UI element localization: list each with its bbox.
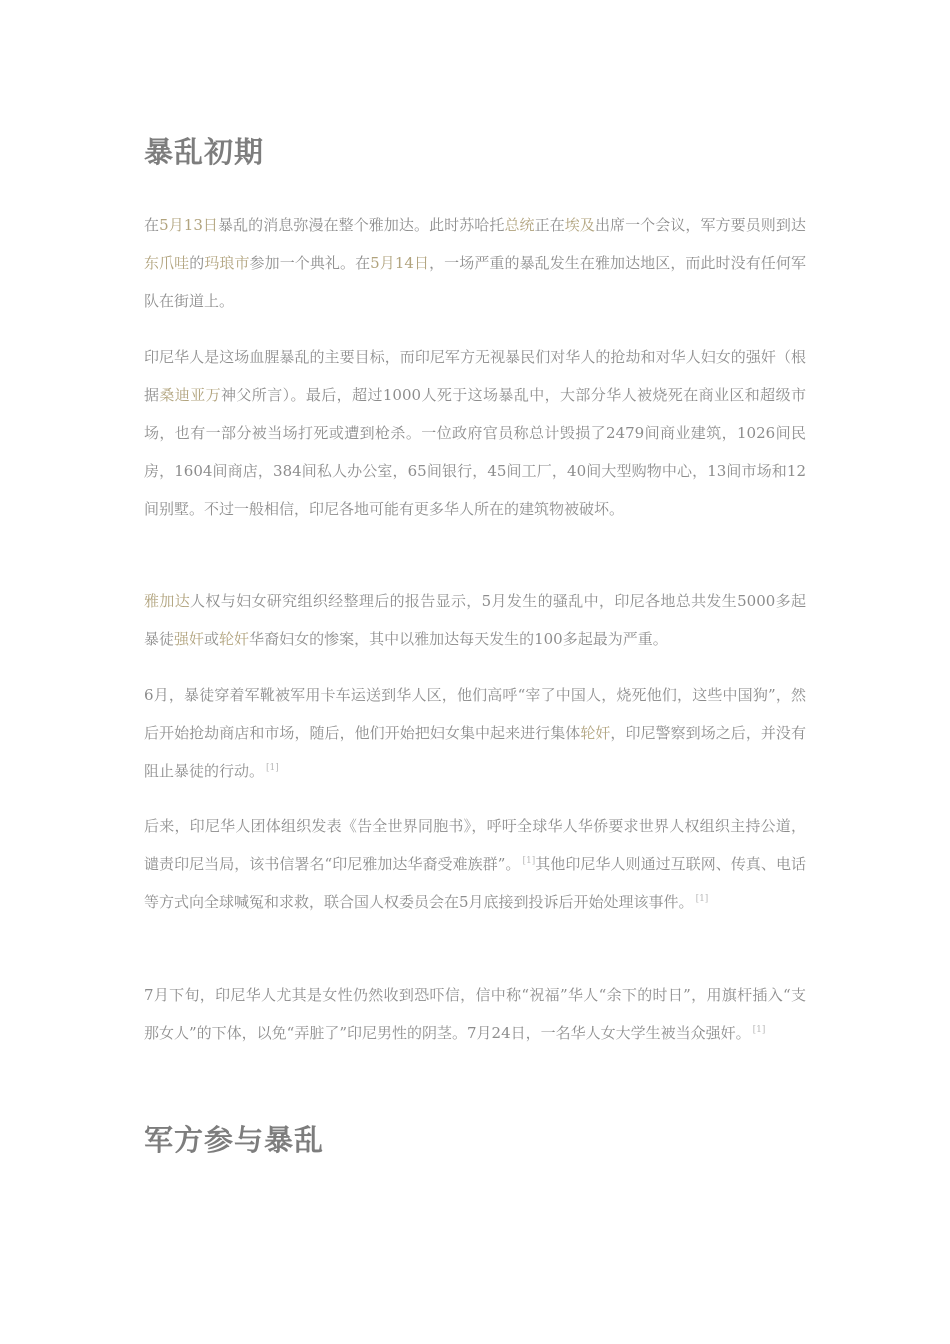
citation-ref-link[interactable]: [1] — [752, 1025, 766, 1035]
text-run: ，一场严重的暴乱发生在雅加达地区，而此时没有任何军队在街道上。 — [144, 254, 806, 310]
text-run: 神父所言）。最后，超过1000人死于这场暴乱中，大部分华人被烧死在商业区和超级市场，也有一部分被当场打死或遭到枪杀。一位政府官员称总计毁损了2479间商业建筑，1026间民房，1604间商店，384间私人办公室，65间银行，45间工厂，40间大型购物中心，13间市场和12间别墅。不过一般相信，印尼各地可能有更多华人所在的建筑物被破坏。 — [144, 386, 806, 518]
text-run: 暴乱的消息弥漫在整个雅加达。此时苏哈托 — [218, 216, 505, 234]
paragraph — [144, 976, 806, 1052]
inline-link[interactable]: 轮奸 — [219, 630, 250, 648]
inline-link[interactable]: 强奸 — [174, 630, 205, 648]
citation-ref-link[interactable]: [1] — [695, 894, 709, 904]
section-heading-initial-riots: 暴乱初期 — [144, 135, 265, 169]
inline-link[interactable]: 轮奸 — [580, 724, 611, 742]
inline-link[interactable]: 玛琅市 — [204, 254, 250, 272]
text-run: 其他印尼华人则通过互联网、传真、电话等方式向全球喊冤和求救，联合国人权委员会在5月底接到投诉后开始处理该事件。 — [144, 855, 806, 911]
text-run: 的 — [189, 254, 205, 272]
text-run: 在 — [144, 216, 160, 234]
paragraph — [144, 338, 806, 528]
inline-link[interactable]: 埃及 — [564, 216, 595, 234]
inline-link[interactable]: 雅加达 — [144, 592, 191, 610]
paragraph — [144, 582, 806, 658]
inline-link[interactable]: 总统 — [504, 216, 535, 234]
citation-ref-link[interactable]: [1] — [266, 763, 279, 773]
text-run: 人权与妇女研究组织经整理后的报告显示，5月发生的骚乱中，印尼各地总共发生5000多起暴徒 — [144, 592, 806, 648]
inline-link[interactable]: 桑迪亚万 — [159, 386, 221, 404]
inline-link[interactable]: 5月14日 — [370, 254, 430, 272]
paragraph — [144, 206, 806, 320]
text-run: 参加一个典礼。在 — [249, 254, 371, 272]
paragraph — [144, 807, 806, 921]
text-run: 华裔妇女的惨案，其中以雅加达每天发生的100多起最为严重。 — [249, 630, 668, 648]
inline-link[interactable]: 5月13日 — [159, 216, 219, 234]
text-run: 或 — [204, 630, 220, 648]
text-run: 印尼华人是这场血腥暴乱的主要目标，而印尼军方无视暴民们对华人的抢劫和对华人妇女的强奸（根据 — [144, 348, 806, 404]
text-run: 正在 — [534, 216, 565, 234]
inline-link[interactable]: 东爪哇 — [144, 254, 190, 272]
text-run: 出席一个会议，军方要员则到达 — [594, 216, 806, 234]
paragraph — [144, 676, 806, 790]
section-heading-military-involvement: 军方参与暴乱 — [144, 1123, 325, 1157]
text-run: 7月下旬，印尼华人尤其是女性仍然收到恐吓信，信中称“祝福”华人“余下的时日”，用旗杆插入“支那女人”的下体，以免“弄脏了”印尼男性的阴茎。7月24日，一名华人女大学生被当众强奸。 — [144, 986, 806, 1042]
citation-ref-link[interactable]: [1] — [522, 856, 536, 866]
text-run: 后来，印尼华人团体组织发表《告全世界同胞书》，呼吁全球华人华侨要求世界人权组织主持公道，谴责印尼当局，该书信署名“印尼雅加达华裔受难族群”。 — [144, 817, 806, 873]
text-run: 6月，暴徒穿着军靴被军用卡车运送到华人区，他们高呼“宰了中国人，烧死他们，这些中国狗”，然后开始抢劫商店和市场，随后，他们开始把妇女集中起来进行集体 — [144, 686, 806, 742]
text-run: ，印尼警察到场之后，并没有阻止暴徒的行动。 — [144, 724, 806, 780]
